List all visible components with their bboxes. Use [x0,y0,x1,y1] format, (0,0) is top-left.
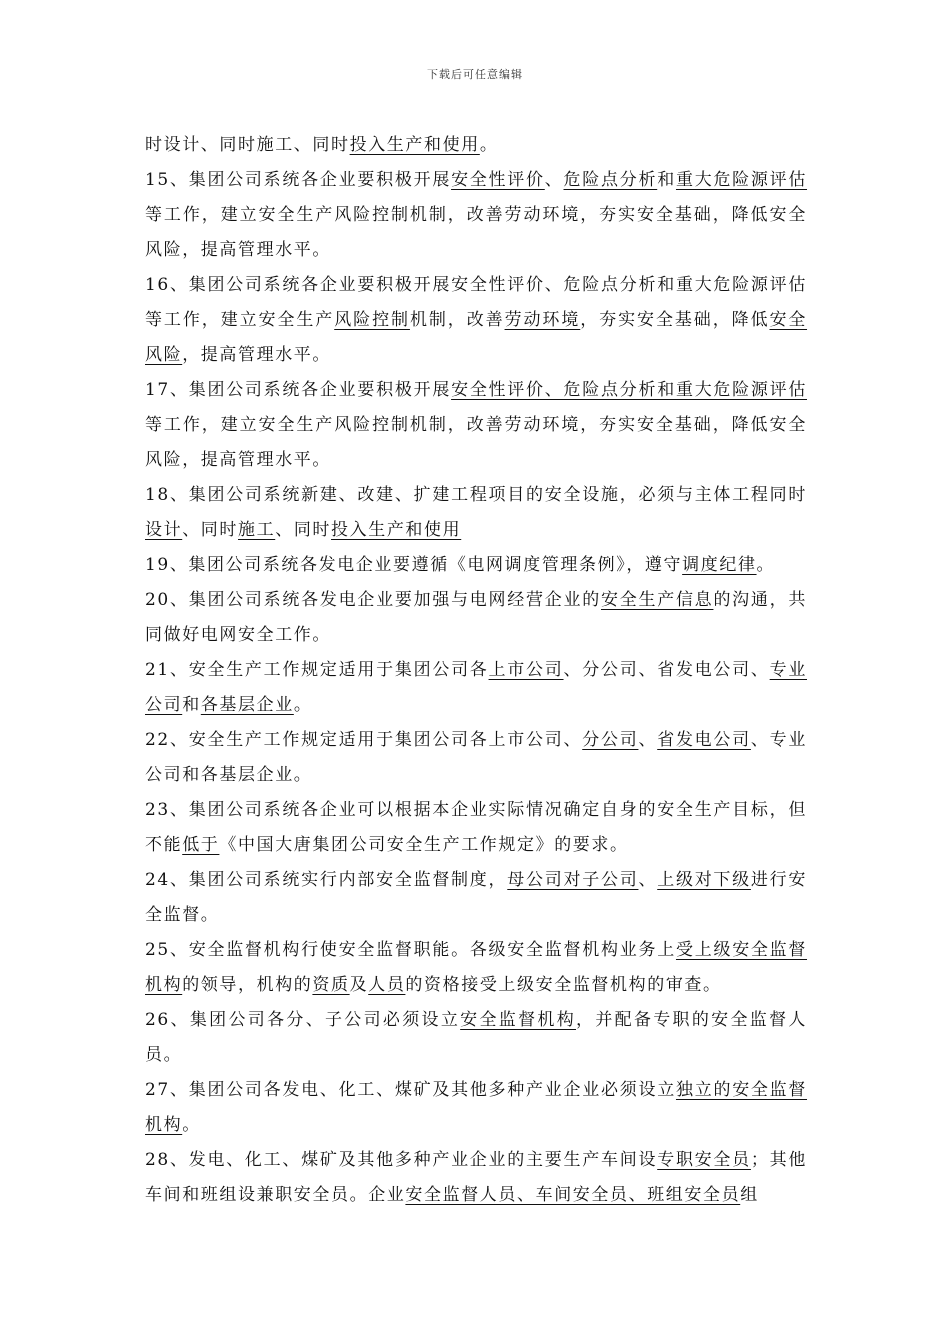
underlined-term: 安全监督机构 [460,1010,577,1030]
underlined-term: 安全性评价 [451,170,545,190]
document-body [145,128,807,1213]
text-segment: 、分公司、省发电公司、 [563,660,770,680]
text-segment: 、专业公司和各基层企业。 [145,730,807,785]
text-segment: 进行安全监督。 [145,870,808,925]
underlined-term: 安全监督人员、车间安全员、班组安全员 [405,1185,741,1205]
text-segment: 等工作，建立安全生产风险控制机制，改善劳动环境，夯实安全基础，降低安全风险，提高管理水平。 [145,415,807,470]
underlined-term: 低于 [182,835,220,855]
text-segment: 、同时 [275,520,332,540]
underlined-term: 资质 [312,975,350,995]
text-segment: 《中国大唐集团公司安全生产工作规定》的要求。 [219,835,629,855]
text-segment: 。 [293,695,313,715]
underlined-term: 省发电公司 [657,730,751,750]
text-segment: 25、安全监督机构行使安全监督职能。各级安全监督机构业务上 [145,940,676,960]
underlined-term: 安全性评价、危险点分析和重大危险源评估 [451,380,807,400]
text-segment: 19、集团公司系统各发电企业要遵循《电网调度管理条例》，遵守 [145,555,683,575]
text-segment: 17、集团公司系统各企业要积极开展 [145,380,452,400]
underlined-term: 设计 [145,520,183,540]
text-segment: 。 [182,1115,201,1135]
paragraph [145,583,807,653]
text-segment: ，夯实安全基础，降低 [580,310,770,330]
underlined-term: 分公司 [582,730,639,750]
underlined-term: 安全生产信息 [600,590,714,610]
text-segment: 和 [182,695,201,715]
underlined-term: 危险点分析 [563,170,658,190]
paragraph [145,268,807,373]
underlined-term: 重大危险源评估 [675,170,808,190]
underlined-term: 投入生产和使用 [349,135,480,155]
underlined-term: 各基层企业 [200,695,294,715]
paragraph [145,373,807,478]
text-segment: 的沟通，共同做好电网安全工作。 [145,590,807,645]
text-segment: 24、集团公司系统实行内部安全监督制度， [145,870,508,890]
text-segment: 时设计、同时施工、同时 [145,135,350,155]
text-segment: 20、集团公司系统各发电企业要加强与电网经营企业的 [145,590,601,610]
paragraph [145,933,807,1003]
text-segment: ；其他车间和班组设兼职安全员。企业 [145,1150,807,1205]
text-segment: 28、发电、化工、煤矿及其他多种产业企业的主要生产车间设 [145,1150,658,1170]
text-segment: 的资格接受上级安全监督机构的审查。 [405,975,722,995]
page-header: 下载后可任意编辑 [427,68,523,81]
underlined-term: 独立的安全监督机构 [145,1080,808,1135]
text-segment: 机制，改善 [409,310,505,330]
paragraph [145,478,807,548]
underlined-term: 专职安全员 [657,1150,751,1170]
text-segment: 26、集团公司各分、子公司必须设立 [145,1010,461,1030]
paragraph [145,863,807,933]
text-segment: 22、安全生产工作规定适用于集团公司各上市公司、 [145,730,583,750]
text-segment: 及 [349,975,369,995]
underlined-term: 施工 [238,520,276,540]
text-segment: 、 [638,730,658,750]
text-segment: 15、集团公司系统各企业要积极开展 [145,170,452,190]
text-segment: 21、安全生产工作规定适用于集团公司各 [145,660,489,680]
text-segment: 、同时 [182,520,239,540]
underlined-term: 受上级安全监督机构 [145,940,808,995]
underlined-term: 专业公司 [145,660,807,715]
text-segment: 23、集团公司系统各企业可以根据本企业实际情况确定自身的安全生产目标，但不能 [145,800,807,855]
text-segment: 等工作，建立安全生产风险控制机制，改善劳动环境，夯实安全基础，降低安全风险，提高管理水平。 [145,205,807,260]
text-segment: 27、集团公司各发电、化工、煤矿及其他多种产业企业必须设立 [145,1080,676,1100]
text-segment: 16、集团公司系统各企业要积极开展安全性评价、危险点分析和重大危险源评估等工作，建立安全生产 [145,275,807,330]
text-segment: 。 [756,555,776,575]
underlined-term: 上市公司 [488,660,564,680]
text-segment: 18、集团公司系统新建、改建、扩建工程项目的安全设施，必须与主体工程同时 [145,485,807,505]
underlined-term: 劳动环境 [504,310,581,330]
paragraph [145,128,807,163]
text-segment: 。 [479,135,499,155]
text-segment: 的领导，机构的 [182,975,313,995]
text-segment: 、 [638,870,658,890]
underlined-term: 母公司对子公司 [507,870,639,890]
paragraph [145,163,807,268]
paragraph [145,548,807,583]
text-segment: 、 [544,170,564,190]
text-segment: ，并配备专职的安全监督人员。 [145,1010,807,1065]
text-segment: 和 [657,170,676,190]
underlined-term: 上级对下级 [657,870,751,890]
text-segment: 组 [740,1185,759,1205]
underlined-term: 风险控制 [334,310,410,330]
underlined-term: 调度纪律 [682,555,757,575]
underlined-term: 安全风险 [145,310,808,365]
text-segment: ，提高管理水平。 [182,345,332,365]
paragraph [145,1143,807,1213]
paragraph [145,793,807,863]
paragraph [145,1073,807,1143]
paragraph [145,1003,807,1073]
underlined-term: 投入生产和使用 [331,520,462,540]
underlined-term: 人员 [368,975,406,995]
paragraph [145,653,807,723]
paragraph [145,723,807,793]
